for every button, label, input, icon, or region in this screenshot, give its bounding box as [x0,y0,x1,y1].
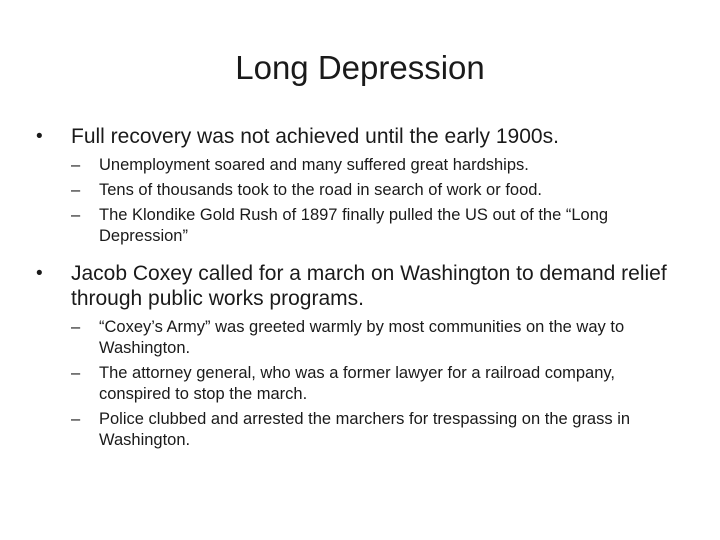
sub-bullet-marker: – [71,364,81,382]
sub-bullet-text: Unemployment soared and many suffered great hardships. [99,156,529,174]
bullet-marker: • [36,126,43,147]
sub-bullet-marker: – [71,206,81,224]
bullet-text: Full recovery was not achieved until the early 1900s. [71,125,559,148]
sub-bullet-list [71,155,676,247]
sub-bullet-item [71,363,676,405]
sub-bullet-text: “Coxey’s Army” was greeted warmly by most communities on the way to Washington. [99,318,625,357]
sub-bullet-item [71,409,676,451]
sub-bullet-item [71,180,676,201]
sub-bullet-marker: – [71,181,81,199]
slide-title: Long Depression [235,49,485,86]
sub-bullet-marker: – [71,156,81,174]
sub-bullet-text: The Klondike Gold Rush of 1897 finally pulled the US out of the “Long Depression” [99,206,609,245]
sub-bullet-text: Police clubbed and arrested the marchers for trespassing on the grass in Washington. [99,410,631,449]
sub-bullet-marker: – [71,410,81,428]
sub-bullet-item [71,205,676,247]
bullet-text: Jacob Coxey called for a march on Washington to demand relief through public works programs. [71,262,667,310]
slide-content [36,124,676,455]
sub-bullet-list [71,317,676,451]
bullet-marker: • [36,263,43,284]
sub-bullet-item [71,317,676,359]
sub-bullet-text: Tens of thousands took to the road in search of work or food. [99,181,543,199]
sub-bullet-text: The attorney general, who was a former lawyer for a railroad company, conspired to stop the march. [99,364,616,403]
sub-bullet-item [71,155,676,176]
bullet-item [36,261,676,311]
sub-bullet-marker: – [71,318,81,336]
bullet-item [36,124,676,149]
